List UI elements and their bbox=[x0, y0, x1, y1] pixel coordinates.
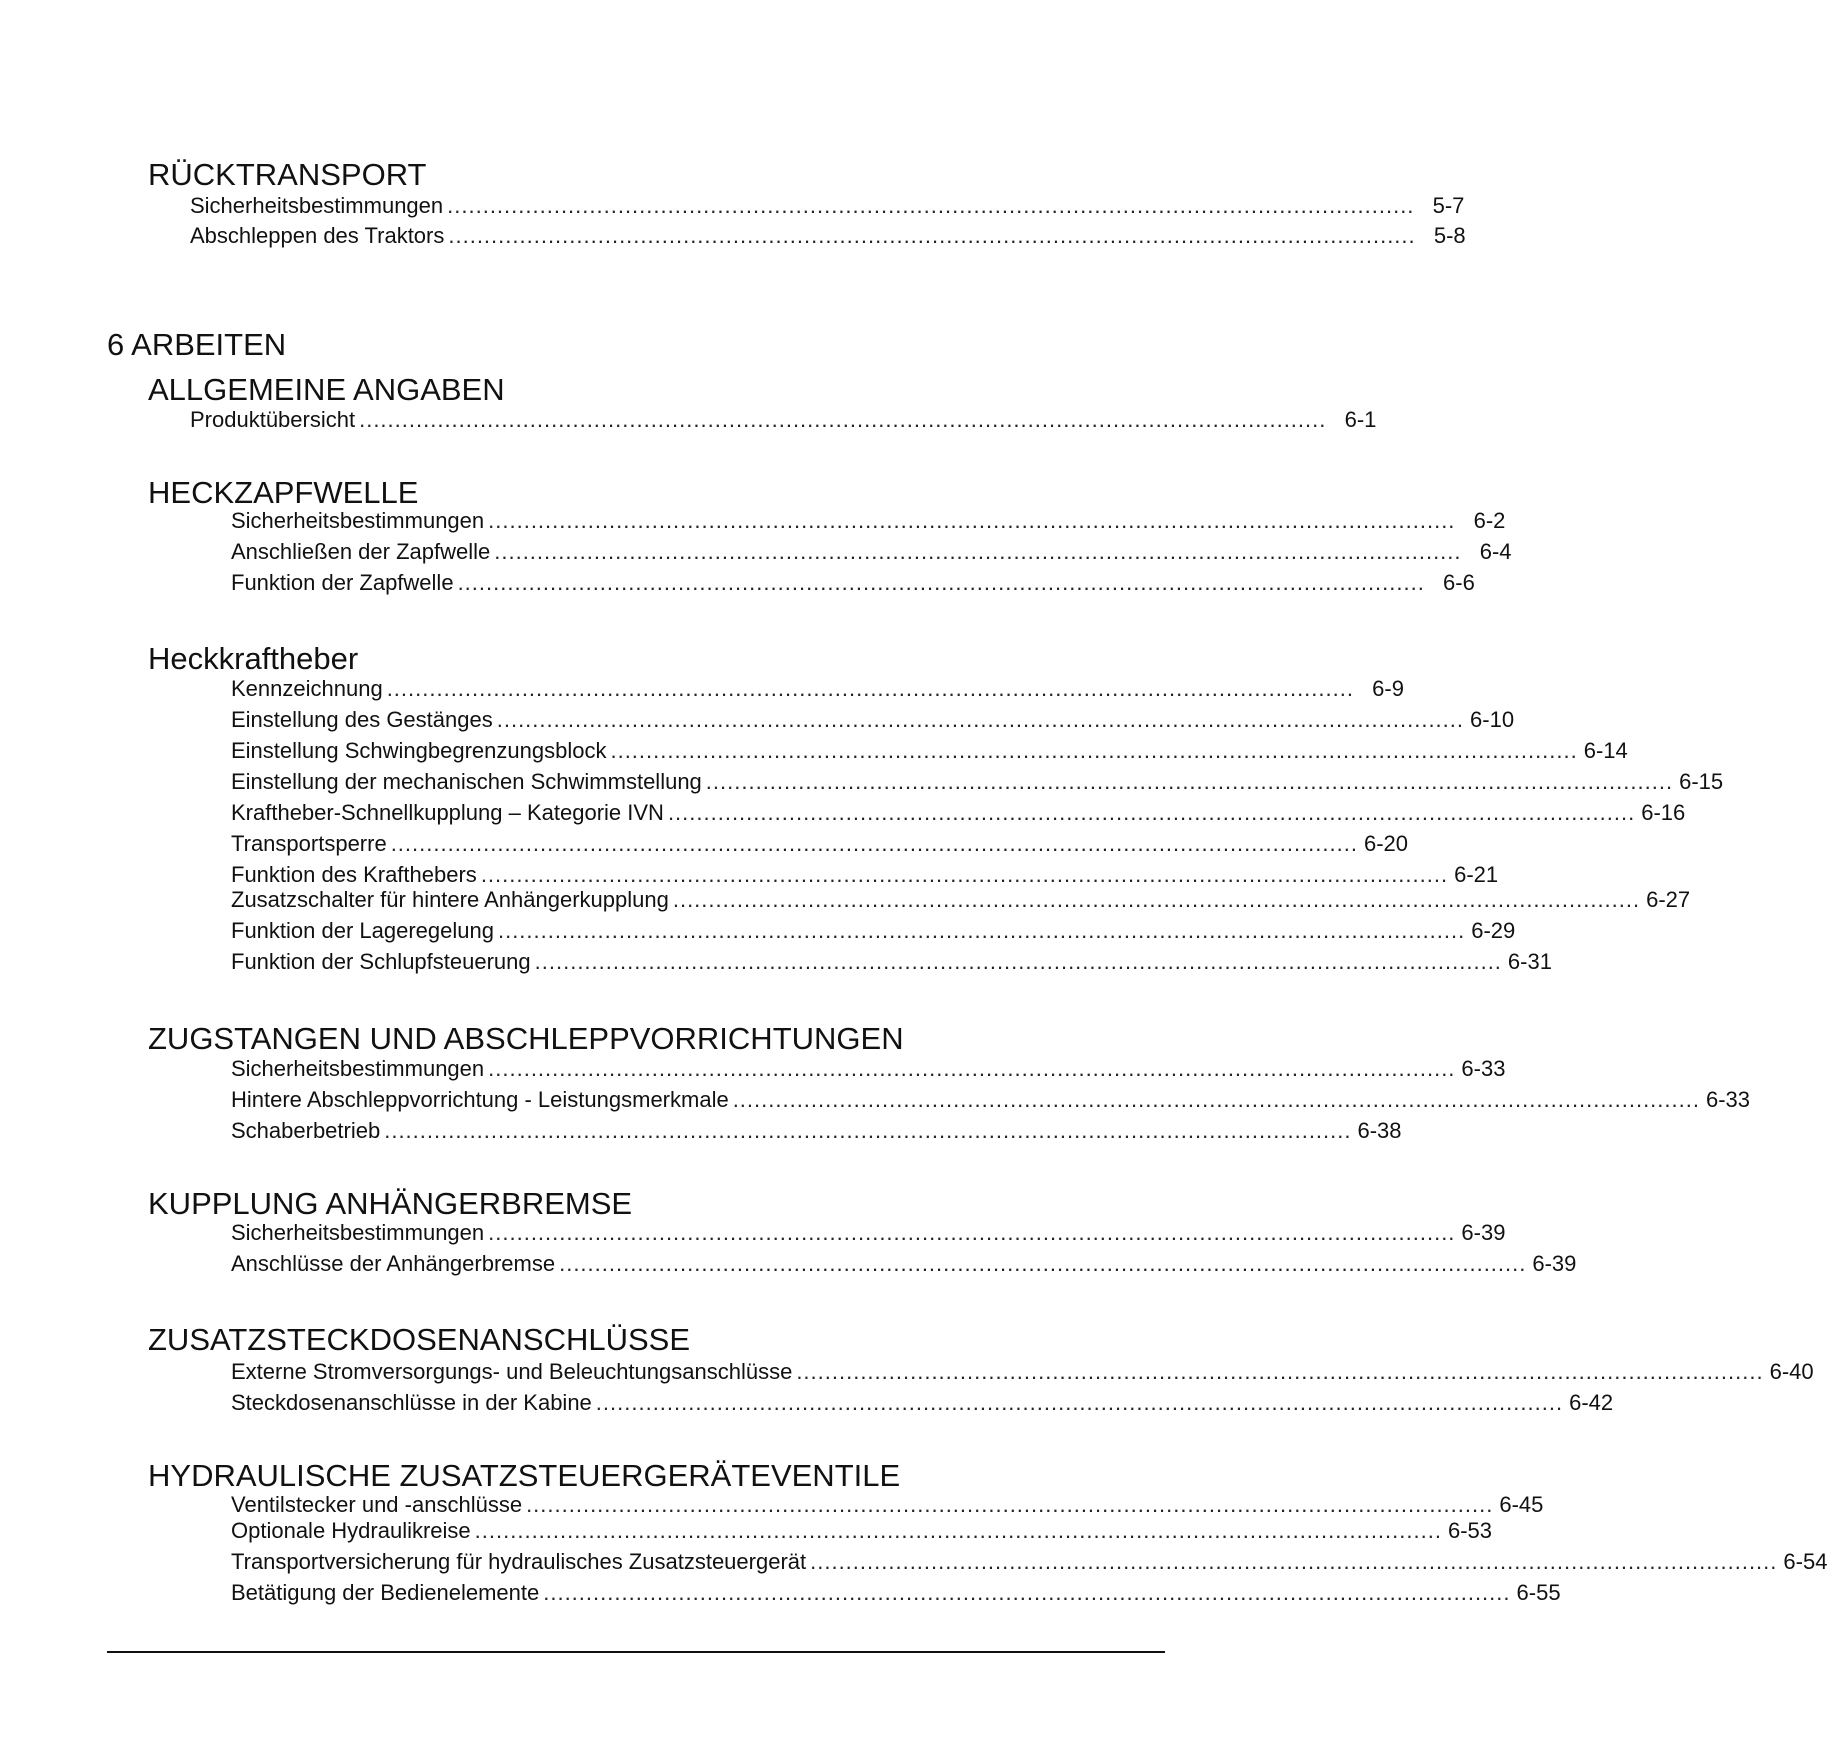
section-title-allgemeine-angaben: ALLGEMEINE ANGABEN bbox=[148, 372, 505, 407]
toc-entry-text: Kennzeichnung bbox=[231, 676, 383, 701]
toc-entry-text: Steckdosenanschlüsse in der Kabine bbox=[231, 1390, 592, 1415]
toc-entry-page: 6-4 bbox=[1479, 539, 1512, 564]
toc-entry[interactable] bbox=[231, 737, 1628, 765]
toc-entry-text: Sicherheitsbestimmungen bbox=[231, 1056, 485, 1081]
toc-entry[interactable] bbox=[231, 1517, 1492, 1545]
toc-entry-text: Funktion der Zapfwelle bbox=[231, 570, 454, 595]
toc-entry-page: 6-42 bbox=[1569, 1390, 1614, 1415]
toc-leader-dots: ........................................................................................................................................ bbox=[543, 1580, 1511, 1605]
toc-entry[interactable] bbox=[231, 1086, 1751, 1114]
section-title-kupplung-anhaengerbremse: KUPPLUNG ANHÄNGERBREMSE bbox=[148, 1186, 633, 1221]
toc-entry[interactable] bbox=[231, 917, 1516, 945]
toc-leader-dots: ........................................................................................................................................ bbox=[705, 769, 1674, 794]
toc-leader-dots: ........................................................................................................................................ bbox=[457, 570, 1425, 595]
toc-entry-page: 6-33 bbox=[1705, 1087, 1751, 1112]
toc-leader-dots: ........................................................................................................................................ bbox=[810, 1549, 1778, 1574]
footer-divider bbox=[107, 1651, 1165, 1653]
section-title-ruecktransport: RÜCKTRANSPORT bbox=[148, 157, 427, 192]
toc-entry-page: 6-55 bbox=[1516, 1580, 1561, 1605]
toc-entry-page: 6-15 bbox=[1679, 769, 1724, 794]
toc-leader-dots: ........................................................................................................................................ bbox=[474, 1518, 1442, 1543]
toc-entry[interactable] bbox=[231, 830, 1409, 858]
toc-entry-page: 6-20 bbox=[1363, 831, 1409, 856]
toc-entry-text: Produktübersicht bbox=[190, 407, 356, 432]
toc-entry-text: Anschließen der Zapfwelle bbox=[231, 539, 491, 564]
toc-entry[interactable] bbox=[231, 1358, 1814, 1386]
toc-entry[interactable] bbox=[231, 1117, 1402, 1145]
toc-leader-dots: ........................................................................................................................................ bbox=[359, 407, 1327, 432]
section-title-heckkraftheber: Heckkraftheber bbox=[148, 641, 359, 676]
section-title-zugstangen: ZUGSTANGEN UND ABSCHLEPPVORRICHTUNGEN bbox=[148, 1021, 904, 1056]
toc-leader-dots: ........................................................................................................................................ bbox=[494, 539, 1462, 564]
toc-entry-text: Funktion der Schlupfsteuerung bbox=[231, 949, 531, 974]
toc-entry[interactable] bbox=[231, 1389, 1614, 1417]
section-title-zusatzsteckdosen: ZUSATZSTECKDOSENANSCHLÜSSE bbox=[148, 1322, 691, 1357]
toc-entry-page: 6-6 bbox=[1443, 570, 1475, 595]
toc-entry[interactable] bbox=[231, 768, 1724, 796]
toc-entry[interactable] bbox=[190, 222, 1466, 250]
toc-entry-text: Transportversicherung für hydraulisches Zusatzsteuergerät bbox=[231, 1549, 807, 1574]
toc-entry-page: 6-53 bbox=[1447, 1518, 1492, 1543]
toc-leader-dots: ........................................................................................................................................ bbox=[667, 800, 1636, 825]
chapter-title: 6 ARBEITEN bbox=[107, 327, 287, 362]
toc-entry[interactable] bbox=[231, 1579, 1561, 1607]
toc-entry[interactable] bbox=[231, 1219, 1506, 1247]
toc-entry-page: 5-7 bbox=[1432, 193, 1465, 218]
toc-entry-text: Sicherheitsbestimmungen bbox=[231, 508, 485, 533]
toc-entry-text: Schaberbetrieb bbox=[231, 1118, 381, 1143]
toc-entry-page: 6-16 bbox=[1641, 800, 1686, 825]
toc-leader-dots: ........................................................................................................................................ bbox=[534, 949, 1502, 974]
toc-entry-page: 6-10 bbox=[1470, 707, 1515, 732]
toc-leader-dots: ........................................................................................................................................ bbox=[488, 1056, 1456, 1081]
toc-entry-page: 6-27 bbox=[1646, 887, 1691, 912]
toc-entry-page: 6-1 bbox=[1344, 407, 1377, 432]
toc-entry-page: 6-54 bbox=[1783, 1549, 1827, 1574]
toc-leader-dots: ........................................................................................................................................ bbox=[610, 738, 1578, 763]
toc-entry[interactable] bbox=[231, 706, 1515, 734]
toc-entry-text: Externe Stromversorgungs- und Beleuchtungsanschlüsse bbox=[231, 1359, 793, 1384]
toc-entry-page: 6-29 bbox=[1471, 918, 1516, 943]
toc-entry-page: 6-33 bbox=[1461, 1056, 1506, 1081]
toc-leader-dots: ........................................................................................................................................ bbox=[672, 887, 1641, 912]
toc-entry[interactable] bbox=[190, 192, 1465, 220]
toc-entry[interactable] bbox=[231, 538, 1512, 566]
toc-entry-page: 6-31 bbox=[1507, 949, 1552, 974]
toc-leader-dots: ........................................................................................................................................ bbox=[496, 707, 1465, 732]
toc-entry[interactable] bbox=[231, 675, 1404, 703]
toc-entry[interactable] bbox=[231, 948, 1552, 976]
toc-entry-text: Sicherheitsbestimmungen bbox=[231, 1220, 485, 1245]
toc-entry[interactable] bbox=[231, 861, 1499, 889]
toc-leader-dots: ........................................................................................................................................ bbox=[386, 676, 1354, 701]
toc-entry-page: 5-8 bbox=[1433, 223, 1466, 248]
toc-leader-dots: ........................................................................................................................................ bbox=[497, 918, 1466, 943]
toc-entry-text: Einstellung des Gestänges bbox=[231, 707, 493, 732]
toc-entry-page: 6-14 bbox=[1583, 738, 1628, 763]
toc-entry-text: Hintere Abschleppvorrichtung - Leistungsmerkmale bbox=[231, 1087, 729, 1112]
toc-entry[interactable] bbox=[231, 569, 1475, 597]
toc-entry-text: Einstellung Schwingbegrenzungsblock bbox=[231, 738, 607, 763]
toc-entry-text: Ventilstecker und -anschlüsse bbox=[231, 1492, 523, 1517]
toc-entry-page: 6-39 bbox=[1461, 1220, 1506, 1245]
toc-leader-dots: ........................................................................................................................................ bbox=[384, 1118, 1352, 1143]
toc-entry-page: 6-21 bbox=[1454, 862, 1499, 887]
section-title-hydraulische: HYDRAULISCHE ZUSATZSTEUERGERÄTEVENTILE bbox=[148, 1458, 901, 1493]
toc-entry-page: 6-39 bbox=[1532, 1251, 1577, 1276]
toc-entry-text: Zusatzschalter für hintere Anhängerkupplung bbox=[231, 887, 669, 912]
toc-leader-dots: ........................................................................................................................................ bbox=[390, 831, 1358, 856]
toc-entry-text: Sicherheitsbestimmungen bbox=[190, 193, 444, 218]
toc-leader-dots: ........................................................................................................................................ bbox=[595, 1390, 1564, 1415]
toc-entry-text: Transportsperre bbox=[231, 831, 387, 856]
toc-entry[interactable] bbox=[231, 1250, 1577, 1278]
toc-leader-dots: ........................................................................................................................................ bbox=[480, 862, 1449, 887]
toc-entry-page: 6-9 bbox=[1372, 676, 1404, 701]
toc-entry-text: Funktion des Krafthebers bbox=[231, 862, 477, 887]
toc-entry[interactable] bbox=[231, 1055, 1506, 1083]
toc-entry-page: 6-45 bbox=[1499, 1492, 1544, 1517]
toc-leader-dots: ........................................................................................................................................ bbox=[526, 1492, 1494, 1517]
toc-entry-text: Optionale Hydraulikreise bbox=[231, 1518, 471, 1543]
toc-leader-dots: ........................................................................................................................................ bbox=[447, 193, 1415, 218]
toc-leader-dots: ........................................................................................................................................ bbox=[488, 1220, 1456, 1245]
toc-entry-page: 6-2 bbox=[1473, 508, 1506, 533]
toc-entry-text: Einstellung der mechanischen Schwimmstellung bbox=[231, 769, 702, 794]
toc-entry-page: 6-40 bbox=[1769, 1359, 1814, 1384]
toc-entry-page: 6-38 bbox=[1357, 1118, 1402, 1143]
toc-entry[interactable] bbox=[231, 1491, 1544, 1519]
toc-leader-dots: ........................................................................................................................................ bbox=[488, 508, 1456, 533]
toc-leader-dots: ........................................................................................................................................ bbox=[796, 1359, 1764, 1384]
section-title-heckzapfwelle: HECKZAPFWELLE bbox=[148, 475, 419, 510]
toc-entry-text: Funktion der Lageregelung bbox=[231, 918, 494, 943]
toc-entry[interactable] bbox=[190, 406, 1377, 434]
toc-entry[interactable] bbox=[231, 886, 1691, 914]
toc-entry-text: Betätigung der Bedienelemente bbox=[231, 1580, 540, 1605]
toc-entry[interactable] bbox=[231, 1548, 1827, 1576]
toc-entry[interactable] bbox=[231, 507, 1506, 535]
toc-entry[interactable] bbox=[231, 799, 1686, 827]
toc-leader-dots: ........................................................................................................................................ bbox=[448, 223, 1416, 248]
toc-entry-text: Abschleppen des Traktors bbox=[190, 223, 445, 248]
toc-leader-dots: ........................................................................................................................................ bbox=[559, 1251, 1527, 1276]
toc-entry-text: Anschlüsse der Anhängerbremse bbox=[231, 1251, 556, 1276]
toc-leader-dots: ........................................................................................................................................ bbox=[732, 1087, 1700, 1112]
toc-entry-text: Kraftheber-Schnellkupplung – Kategorie IVN bbox=[231, 800, 664, 825]
